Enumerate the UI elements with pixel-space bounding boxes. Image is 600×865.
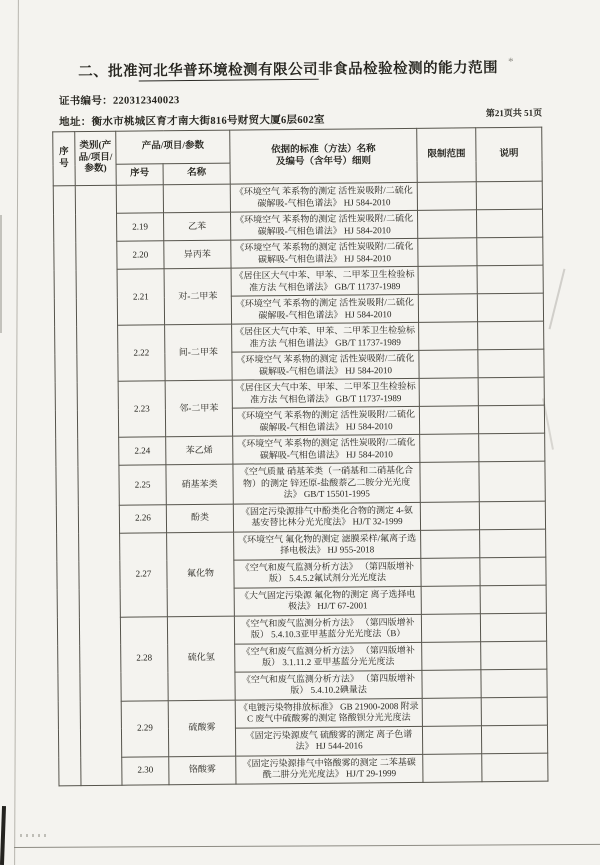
cell-note-empty <box>476 209 542 238</box>
cell-note-empty <box>478 405 544 434</box>
cell-limit-empty <box>418 294 477 323</box>
cell-product-seq: 2.21 <box>117 269 165 325</box>
cell-standard: 《固定污染源排气中酚类化合物的测定 4-氨基安替比林分光光度法》 HJ/T 32-1999 <box>233 502 420 532</box>
cell-standard: 《电镀污染物排放标准》 GB 21900-2008 附录C 废气中硫酸雾的测定 铬酸钡分光光度法 <box>235 698 422 728</box>
column-header-product-name: 名称 <box>163 163 230 185</box>
cell-standard: 《居住区大气中苯、甲苯、二甲苯卫生检验标准方法 气相色谱法》 GB/T 11737-1989 <box>231 266 418 296</box>
column-header-product-seq: 序号 <box>116 164 163 185</box>
cell-limit-empty <box>418 238 477 267</box>
capability-scope-table <box>52 127 548 786</box>
cell-product-seq: 2.24 <box>119 437 166 465</box>
page-title <box>52 56 541 82</box>
cell-note-empty <box>481 697 547 726</box>
scan-artifact-streak <box>0 215 2 333</box>
cell-note-empty <box>480 557 546 586</box>
cell-limit-empty <box>419 350 478 379</box>
cell-limit-empty <box>419 406 478 435</box>
scan-artifact-corner <box>0 806 6 865</box>
certificate-number-label: 证书编号： <box>58 95 113 108</box>
cell-standard: 《环境空气 苯系物的测定 活性炭吸附/二硫化碳解吸-气相色谱法》 HJ 584-2010 <box>233 434 420 464</box>
cell-standard: 《固定污染源废气 硫酸雾的测定 离子色谱法》 HJ 544-2016 <box>235 726 422 756</box>
cell-standard: 《环境空气 苯系物的测定 活性炭吸附/二硫化碳解吸-气相色谱法》 HJ 584-2010 <box>232 350 419 380</box>
cell-product-name: 铬酸雾 <box>169 756 236 785</box>
cell-standard: 《固定污染源排气中铬酸雾的测定 二苯基碳酰二肼分光光度法》 HJ/T 29-1999 <box>236 754 423 784</box>
column-header-note: 说明 <box>476 127 543 182</box>
cell-note-empty <box>480 613 546 642</box>
cell-limit-empty <box>421 557 480 586</box>
cell-product-seq: 2.27 <box>120 532 168 616</box>
cell-note-empty <box>477 237 543 266</box>
column-header-category: 类别(产品/项目/参数) <box>75 131 117 185</box>
cell-product-seq: 2.26 <box>119 504 166 532</box>
cell-standard: 《居住区大气中苯、甲苯、二甲苯卫生检验标准方法 气相色谱法》 GB/T 11737-1989 <box>232 322 419 352</box>
cell-limit-empty <box>417 182 476 211</box>
cell-product-name: 硫酸雾 <box>168 700 236 757</box>
cell-product-name: 邻-二甲苯 <box>165 380 233 437</box>
scan-page-frame-bottom <box>14 844 600 848</box>
cell-note-empty <box>477 293 543 322</box>
address-line <box>59 112 325 130</box>
cell-standard: 《环境空气 苯系物的测定 活性炭吸附/二硫化碳解吸-气相色谱法》 HJ 584-2010 <box>231 294 418 324</box>
cell-limit-empty <box>422 697 481 726</box>
cell-product-name <box>163 184 230 213</box>
cell-product-name: 酚类 <box>166 504 233 533</box>
cell-limit-empty <box>421 613 480 642</box>
cell-limit-empty <box>422 669 481 698</box>
page-number-indicator: 第21页共 51页 <box>485 107 543 119</box>
column-header-standard: 依据的标准（方法）名称 及编号（含年号）细则 <box>230 128 418 184</box>
cell-note-empty <box>478 349 544 378</box>
table-row <box>59 753 548 786</box>
cell-note-empty <box>478 377 544 406</box>
cell-limit-empty <box>419 378 478 407</box>
cell-standard: 《大气固定污染源 氟化物的测定 离子选择电极法》 HJ/T 67-2001 <box>234 586 421 616</box>
cell-product-name: 间-二甲苯 <box>165 324 233 381</box>
title-suffix: 非食品检验检测的能力范围 <box>318 60 499 78</box>
cell-limit-empty <box>418 266 477 295</box>
cell-standard: 《环境空气 苯系物的测定 活性炭吸附/二硫化碳解吸-气相色谱法》 HJ 584-2010 <box>230 182 417 212</box>
address-label: 地址： <box>59 116 92 129</box>
cell-product-seq <box>116 185 163 213</box>
capability-table-body <box>53 181 548 785</box>
cell-product-name: 乙苯 <box>164 212 231 241</box>
cell-limit-empty <box>421 529 480 558</box>
cell-note-empty <box>479 501 545 530</box>
cell-standard: 《空气和废气监测分析方法》 （第四版增补版） 5.4.10.3亚甲基蓝分光光度法（B） <box>234 614 421 644</box>
cell-product-seq: 2.19 <box>117 213 164 241</box>
cell-note-empty <box>481 641 547 670</box>
cell-product-seq: 2.22 <box>118 325 166 381</box>
cell-product-seq: 2.25 <box>119 465 166 505</box>
cell-standard: 《空气质量 硝基苯类（一硝基和二硝基化合物）的测定 锌还原-盐酸萘乙二胺分光光度法》 GB/T 15501-1995 <box>233 462 420 503</box>
cell-note-empty <box>481 725 547 754</box>
cell-limit-empty <box>417 210 476 239</box>
cell-category-empty <box>75 185 122 785</box>
cell-note-empty <box>480 529 546 558</box>
title-asterisk-mark: * <box>508 55 515 68</box>
column-header-seq: 序号 <box>53 132 76 186</box>
certificate-number-line <box>59 92 180 108</box>
cell-standard: 《环境空气 氟化物的测定 滤膜采样/氟离子选择电极法》 HJ 955-2018 <box>234 530 421 560</box>
cell-note-empty <box>478 321 544 350</box>
cell-standard: 《环境空气 苯系物的测定 活性炭吸附/二硫化碳解吸-气相色谱法》 HJ 584-2010 <box>231 238 418 268</box>
cell-product-seq: 2.20 <box>117 241 164 269</box>
scan-artifact-specks <box>20 834 46 837</box>
column-header-limit: 限制范围 <box>417 128 477 183</box>
cell-product-seq: 2.23 <box>118 381 166 437</box>
scan-artifact-pencil-mark <box>549 269 566 330</box>
cell-product-name: 苯乙烯 <box>166 436 233 465</box>
cell-product-name: 硝基苯类 <box>166 464 233 504</box>
cell-note-empty <box>479 433 545 462</box>
title-company-underlined: 河北华普环境检测有限公司 <box>138 61 319 80</box>
cell-product-seq: 2.28 <box>120 616 168 700</box>
cell-limit-empty <box>423 753 482 782</box>
cell-note-empty <box>477 265 543 294</box>
cell-standard: 《环境空气 苯系物的测定 活性炭吸附/二硫化碳解吸-气相色谱法》 HJ 584-2010 <box>232 406 419 436</box>
table-header-row-1 <box>53 127 542 165</box>
cell-note-empty <box>482 753 548 782</box>
address-value: 衡水市桃城区育才南大街816号财贸大厦6层602室 <box>91 114 325 128</box>
cell-product-seq: 2.29 <box>121 700 169 756</box>
cell-product-seq: 2.30 <box>122 756 169 784</box>
column-header-product-group: 产品/项目/参数 <box>116 130 230 164</box>
cell-limit-empty <box>422 725 481 754</box>
cell-standard: 《环境空气 苯系物的测定 活性炭吸附/二硫化碳解吸-气相色谱法》 HJ 584-2010 <box>231 210 418 240</box>
title-prefix: 二、批准 <box>78 63 139 81</box>
cell-limit-empty <box>419 322 478 351</box>
cell-note-empty <box>481 669 547 698</box>
cell-standard: 《空气和废气监测分析方法》 （第四版增补版） 3.1.11.2 亚甲基蓝分光光度法 <box>235 642 422 672</box>
cell-standard: 《居住区大气中苯、甲苯、二甲苯卫生检验标准方法 气相色谱法》 GB/T 11737-1989 <box>232 378 419 408</box>
cell-standard: 《空气和废气监测分析方法》 （第四版增补版） 5.4.10.2碘量法 <box>235 670 422 700</box>
cell-limit-empty <box>420 434 479 463</box>
cell-limit-empty <box>421 585 480 614</box>
cell-product-name: 氟化物 <box>167 532 235 617</box>
cell-standard: 《空气和废气监测分析方法》 （第四版增补版） 5.4.5.2氟试剂分光光度法 <box>234 558 421 588</box>
cell-note-empty <box>480 585 546 614</box>
table-row <box>56 461 545 505</box>
cell-limit-empty <box>420 501 479 530</box>
cell-note-empty <box>476 181 542 210</box>
cell-limit-empty <box>420 462 479 502</box>
cell-note-empty <box>479 461 545 501</box>
scan-page-frame-left <box>14 0 19 865</box>
cell-product-name: 对-二甲苯 <box>164 268 232 325</box>
cell-product-name: 异丙苯 <box>164 240 231 269</box>
cell-product-name: 硫化氢 <box>167 616 235 701</box>
certificate-number-value: 220312340023 <box>112 95 180 107</box>
cell-limit-empty <box>422 641 481 670</box>
